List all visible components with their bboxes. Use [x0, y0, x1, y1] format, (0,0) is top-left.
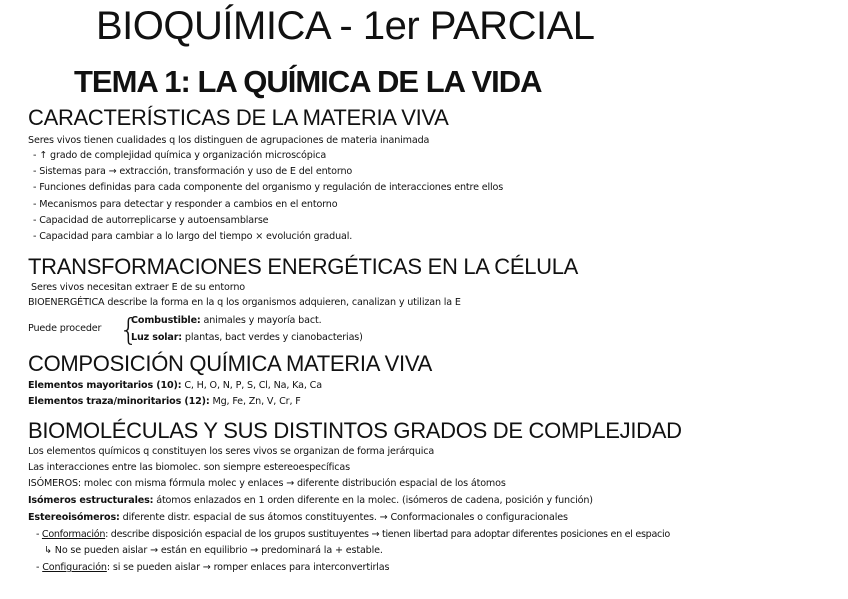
structural-isomers-text: átomos enlazados en 1 orden diferente en la molec. (isómeros de cadena, posición y función)	[153, 495, 593, 506]
structural-isomers	[28, 496, 593, 506]
elements-major	[28, 381, 322, 391]
section-heading-biomolecules: BIOMOLÉCULAS Y SUS DISTINTOS GRADOS DE COMPLEJIDAD	[28, 418, 682, 443]
structural-isomers-label: Isómeros estructurales:	[28, 495, 154, 506]
energy-option-luz-solar	[131, 333, 363, 343]
conformation-note: ↳ No se pueden aislar → están en equilibrio → predominará la + estable.	[44, 545, 383, 556]
section-heading-characteristics: CARACTERÍSTICAS DE LA MATERIA VIVA	[28, 105, 449, 130]
list-item: - Mecanismos para detectar y responder a cambios en el entorno	[33, 199, 338, 210]
dash: -	[36, 562, 43, 573]
characteristics-intro: Seres vivos tienen cualidades q los distinguen de agrupaciones de materia inanimada	[28, 135, 430, 146]
biomolecules-line: ISÓMEROS: molec con misma fórmula molec y enlaces → diferente distribución espacial de los átomos	[28, 478, 506, 489]
conformation-label: Conformación	[41, 529, 106, 540]
topic-title: TEMA 1: LA QUÍMICA DE LA VIDA	[74, 64, 542, 99]
option-text: plantas, bact verdes y cianobacterias)	[182, 332, 363, 343]
energy-line-2: BIOENERGÉTICA describe la forma en la q los organismos adquieren, canalizan y utilizan la E	[28, 297, 461, 308]
energy-line-1: Seres vivos necesitan extraer E de su entorno	[31, 282, 245, 293]
elements-trace-text: Mg, Fe, Zn, V, Cr, F	[209, 396, 301, 407]
biomolecules-line: Las interacciones entre las biomolec. son siempre estereoespecíficas	[28, 462, 351, 473]
option-label: Combustible:	[131, 315, 201, 326]
elements-major-text: C, H, O, N, P, S, Cl, Na, Ka, Ca	[181, 380, 322, 391]
list-item: - Capacidad para cambiar a lo largo del tiempo × evolución gradual.	[33, 231, 353, 242]
list-item: - Funciones definidas para cada componente del organismo y regulación de interacciones entre ellos	[33, 182, 504, 193]
biomolecules-line: Los elementos químicos q constituyen los seres vivos se organizan de forma jerárquica	[28, 446, 435, 457]
dash: -	[36, 529, 42, 540]
stereoisomers-label: Estereoisómeros:	[28, 512, 120, 523]
configuration-line	[36, 563, 389, 573]
section-heading-energy: TRANSFORMACIONES ENERGÉTICAS EN LA CÉLULA	[28, 254, 579, 279]
puede-proceder-label: Puede proceder	[28, 323, 102, 334]
list-item: - Sistemas para → extracción, transformación y uso de E del entorno	[33, 166, 353, 177]
energy-option-combustible	[131, 316, 321, 326]
brace-icon: {	[119, 313, 139, 348]
elements-major-label: Elementos mayoritarios (10):	[28, 380, 182, 391]
option-label: Luz solar:	[131, 332, 182, 343]
conformation-line	[36, 530, 670, 540]
elements-trace-label: Elementos traza/minoritarios (12):	[28, 396, 210, 407]
section-heading-composition: COMPOSICIÓN QUÍMICA MATERIA VIVA	[28, 351, 432, 376]
option-text: animales y mayoría bact.	[200, 315, 322, 326]
conformation-text: : describe disposición espacial de los grupos sustituyentes → tienen libertad para adoptar diferentes posiciones en el espacio	[105, 529, 670, 540]
elements-trace	[28, 397, 301, 407]
page-title: BIOQUÍMICA - 1er PARCIAL	[96, 4, 595, 48]
configuration-label: Configuración	[42, 562, 107, 573]
list-item: - Capacidad de autorreplicarse y autoensamblarse	[33, 215, 269, 226]
list-item: - ↑ grado de complejidad química y organización microscópica	[33, 150, 327, 161]
configuration-text: : si se pueden aislar → romper enlaces para interconvertirlas	[106, 562, 390, 573]
stereoisomers	[28, 513, 568, 523]
stereoisomers-text: diferente distr. espacial de sus átomos constituyentes. → Conformacionales o configuracionales	[119, 512, 568, 523]
